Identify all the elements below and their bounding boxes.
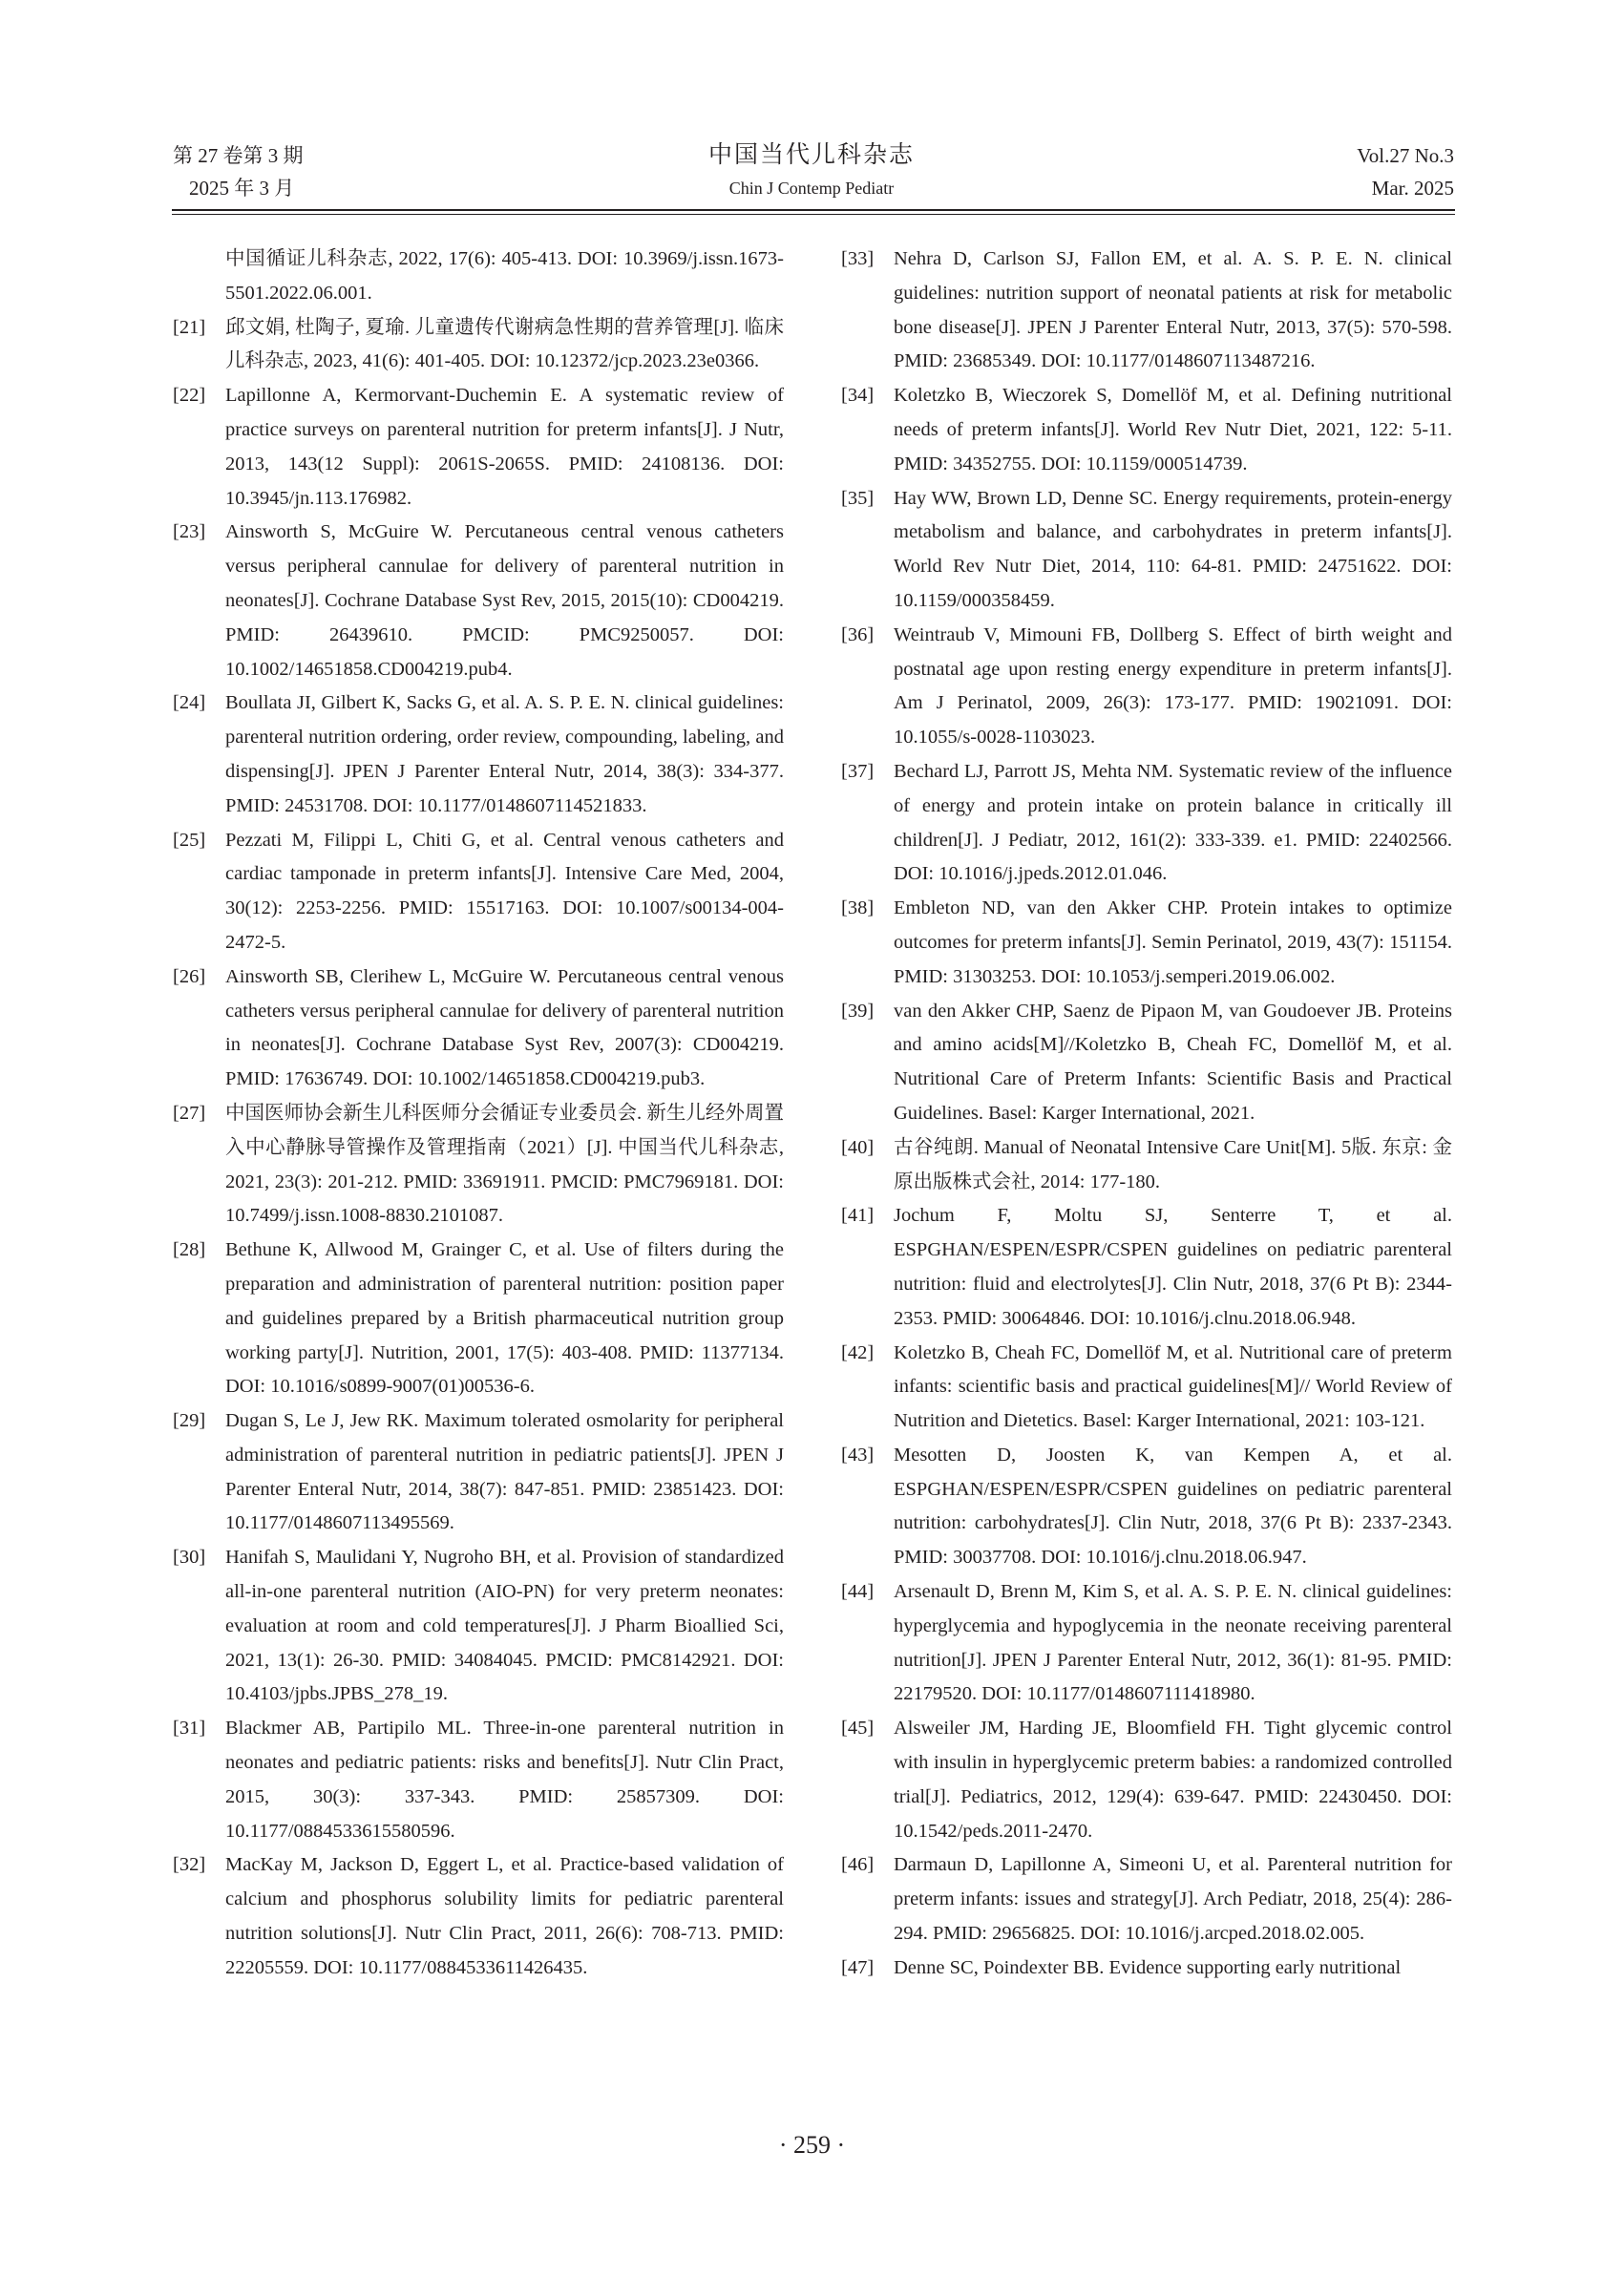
reference-number: [35] bbox=[841, 487, 875, 509]
reference-text: Koletzko B, Wieczorek S, Domellöf M, et al. Defining nutritional needs of preterm infants[J]. World Rev Nutr Diet, 2021, 122: 5-11. PMID: 34352755. DOI: 10.1159/000514739. bbox=[894, 385, 1452, 475]
reference-item bbox=[173, 1404, 784, 1541]
date-en: Mar. 2025 bbox=[1371, 177, 1454, 200]
running-header-center bbox=[621, 141, 1002, 208]
reference-text: Jochum F, Moltu SJ, Senterre T, et al. ESPGHAN/ESPEN/ESPR/CSPEN guidelines on pediatric parenteral nutrition: fluid and electrolytes[J]. Clin Nutr, 2018, 37(6 Pt B): 2344-2353. PMID: 30064846. DOI: 10.1016/j.clnu.2018.06.948. bbox=[894, 1205, 1452, 1329]
reference-number: [22] bbox=[173, 385, 206, 407]
reference-number: [37] bbox=[841, 760, 875, 782]
reference-text: Pezzati M, Filippi L, Chiti G, et al. Central venous catheters and cardiac tamponade in preterm infants[J]. Intensive Care Med, 2004, 30(12): 2253-2256. PMID: 15517163. DOI: 10.1007/s00134-004-2472-5. bbox=[225, 829, 784, 953]
volume-issue-en: Vol.27 No.3 bbox=[1357, 144, 1454, 167]
reference-item bbox=[173, 1712, 784, 1848]
reference-text: Weintraub V, Mimouni FB, Dollberg S. Effect of birth weight and postnatal age upon resting energy expenditure in preterm infants[J]. Am J Perinatol, 2009, 26(3): 173-177. PMID: 19021091. DOI: 10.1055/s-0028-1103023. bbox=[894, 623, 1452, 749]
reference-number: [26] bbox=[173, 965, 206, 987]
reference-item bbox=[173, 1541, 784, 1712]
reference-text: 邱文娟, 杜陶子, 夏瑜. 儿童遗传代谢病急性期的营养管理[J]. 临床儿科杂志, 2023, 41(6): 401-405. DOI: 10.12372/jcp.2023.23e0366. bbox=[225, 316, 784, 372]
reference-number: [34] bbox=[841, 385, 875, 407]
reference-number: [36] bbox=[841, 623, 875, 645]
reference-text: Denne SC, Poindexter BB. Evidence supporting early nutritional bbox=[894, 1956, 1402, 1978]
reference-text: Hay WW, Brown LD, Denne SC. Energy requirements, protein-energy metabolism and balance, and carbohydrates in preterm infants[J]. World Rev Nutr Diet, 2014, 110: 64-81. PMID: 24751622. DOI: 10.1159/000358459. bbox=[894, 487, 1452, 611]
journal-title-en: Chin J Contemp Pediatr bbox=[728, 179, 895, 198]
reference-number: [27] bbox=[173, 1102, 206, 1124]
reference-text: Dugan S, Le J, Jew RK. Maximum tolerated osmolarity for peripheral administration of parenteral nutrition in pediatric patients[J]. JPEN J Parenter Enteral Nutr, 2014, 38(7): 847-851. PMID: 23851423. DOI: 10.1177/0148607113495569. bbox=[225, 1410, 784, 1534]
header-rule-thin bbox=[172, 214, 1455, 215]
reference-text: Blackmer AB, Partipilo ML. Three-in-one parenteral nutrition in neonates and pediatric patients: risks and benefits[J]. Nutr Clin Pract, 2015, 30(3): 337-343. PMID: 25857309. DOI: 10.1177/0884533615580596. bbox=[225, 1718, 784, 1842]
reference-text: Ainsworth S, McGuire W. Percutaneous central venous catheters versus peripheral cannulae for delivery of parenteral nutrition in neonates[J]. Cochrane Database Syst Rev, 2015, 2015(10): CD004219. PMID: 26439610. PMCID: PMC9250057. DOI: 10.1002/14651858.CD004219.pub4. bbox=[225, 521, 784, 680]
volume-issue-cn: 第 27 卷第 3 期 bbox=[173, 144, 304, 167]
reference-item bbox=[841, 1848, 1452, 1951]
date-cn: 2025 年 3 月 bbox=[189, 177, 295, 200]
reference-text: 中国医师协会新生儿科医师分会循证专业委员会. 新生儿经外周置入中心静脉导管操作及管理指南（2021）[J]. 中国当代儿科杂志, 2021, 23(3): 201-212. PMID: 33691911. PMCID: PMC7969181. DOI: 10.7499/j.issn.1008-8830.2101087. bbox=[225, 1102, 784, 1227]
reference-item bbox=[841, 1337, 1452, 1439]
reference-text: Lapillonne A, Kermorvant-Duchemin E. A systematic review of practice surveys on parenteral nutrition for preterm infants[J]. J Nutr, 2013, 143(12 Suppl): 2061S-2065S. PMID: 24108136. DOI: 10.3945/jn.113.176982. bbox=[225, 385, 784, 509]
reference-text: Embleton ND, van den Akker CHP. Protein intakes to optimize outcomes for preterm infants[J]. Semin Perinatol, 2019, 43(7): 151154. PMID: 31303253. DOI: 10.1053/j.semperi.2019.06.002. bbox=[894, 897, 1452, 987]
reference-item bbox=[841, 1131, 1452, 1200]
reference-item bbox=[841, 619, 1452, 755]
reference-item bbox=[841, 1199, 1452, 1336]
reference-text: Bechard LJ, Parrott JS, Mehta NM. Systematic review of the influence of energy and protein intake on protein balance in critically ill children[J]. J Pediatr, 2012, 161(2): 333-339. e1. PMID: 22402566. DOI: 10.1016/j.jpeds.2012.01.046. bbox=[894, 760, 1452, 885]
reference-item bbox=[173, 960, 784, 1097]
reference-text: van den Akker CHP, Saenz de Pipaon M, van Goudoever JB. Proteins and amino acids[M]//Koletzko B, Cheah FC, Domellöf M, et al. Nutritional Care of Preterm Infants: Scientific Basis and Practical Guidelines. Basel: Karger International, 2021. bbox=[894, 1000, 1452, 1124]
reference-item bbox=[173, 824, 784, 960]
reference-number: [21] bbox=[173, 316, 206, 338]
reference-number: [44] bbox=[841, 1581, 875, 1603]
reference-item bbox=[841, 892, 1452, 994]
reference-number: [25] bbox=[173, 829, 206, 851]
reference-item bbox=[173, 379, 784, 516]
reference-text: Bethune K, Allwood M, Grainger C, et al. Use of filters during the preparation and administration of parenteral nutrition: position paper and guidelines prepared by a British pharmaceutical nutrition group working party[J]. Nutrition, 2001, 17(5): 403-408. PMID: 11377134. DOI: 10.1016/s0899-9007(01)00536-6. bbox=[225, 1239, 784, 1398]
reference-item bbox=[173, 1234, 784, 1404]
reference-item bbox=[841, 243, 1452, 379]
reference-number: [29] bbox=[173, 1410, 206, 1432]
reference-item bbox=[841, 995, 1452, 1131]
reference-text: Arsenault D, Brenn M, Kim S, et al. A. S. P. E. N. clinical guidelines: hyperglycemia and hypoglycemia in the neonate receiving parenteral nutrition[J]. JPEN J Parenter Enteral Nutr, 2012, 36(1): 81-95. PMID: 22179520. DOI: 10.1177/0148607111418980. bbox=[894, 1581, 1452, 1705]
reference-number: [30] bbox=[173, 1547, 206, 1569]
reference-text: Nehra D, Carlson SJ, Fallon EM, et al. A. S. P. E. N. clinical guidelines: nutrition support of neonatal patients at risk for metabolic bone disease[J]. JPEN J Parenter Enteral Nutr, 2013, 37(5): 570-598. PMID: 23685349. DOI: 10.1177/0148607113487216. bbox=[894, 248, 1452, 372]
reference-number: [41] bbox=[841, 1205, 875, 1227]
reference-item bbox=[173, 1848, 784, 1985]
reference-number: [39] bbox=[841, 1000, 875, 1022]
reference-number: [43] bbox=[841, 1444, 875, 1466]
reference-item bbox=[841, 1439, 1452, 1575]
reference-text: 古谷纯朗. Manual of Neonatal Intensive Care Unit[M]. 5版. 东京: 金原出版株式会社, 2014: 177-180. bbox=[894, 1136, 1452, 1192]
reference-number: [45] bbox=[841, 1718, 875, 1740]
reference-number: [24] bbox=[173, 692, 206, 714]
reference-item bbox=[841, 755, 1452, 892]
reference-text: Mesotten D, Joosten K, van Kempen A, et al. ESPGHAN/ESPEN/ESPR/CSPEN guidelines on pediatric parenteral nutrition: carbohydrates[J]. Clin Nutr, 2018, 37(6 Pt B): 2337-2343. PMID: 30037708. DOI: 10.1016/j.clnu.2018.06.947. bbox=[894, 1444, 1452, 1569]
reference-number: [31] bbox=[173, 1718, 206, 1740]
reference-number: [33] bbox=[841, 248, 875, 269]
reference-item bbox=[173, 1097, 784, 1234]
reference-column-right bbox=[841, 243, 1452, 1986]
reference-item bbox=[841, 1712, 1452, 1848]
reference-item bbox=[173, 686, 784, 823]
header-rule-thick bbox=[172, 209, 1455, 211]
reference-item bbox=[841, 1951, 1452, 1986]
reference-number: [40] bbox=[841, 1136, 875, 1158]
reference-number: [42] bbox=[841, 1341, 875, 1363]
reference-item bbox=[173, 516, 784, 686]
page-number: · 259 · bbox=[778, 2131, 846, 2159]
reference-text: MacKay M, Jackson D, Eggert L, et al. Practice-based validation of calcium and phosphorus solubility limits for pediatric parenteral nutrition solutions[J]. Nutr Clin Pract, 2011, 26(6): 708-713. PMID: 22205559. DOI: 10.1177/0884533611426435. bbox=[225, 1854, 784, 1978]
journal-title-cn: 中国当代儿科杂志 bbox=[707, 142, 915, 168]
reference-number: [38] bbox=[841, 897, 875, 919]
reference-text: Hanifah S, Maulidani Y, Nugroho BH, et al. Provision of standardized all-in-one parenteral nutrition (AIO-PN) for very preterm neonates: evaluation at room and cold temperatures[J]. J Pharm Bioallied Sci, 2021, 13(1): 26-30. PMID: 34084045. PMCID: PMC8142921. DOI: 10.4103/jpbs.JPBS_278_19. bbox=[225, 1547, 784, 1705]
reference-item bbox=[841, 379, 1452, 481]
reference-column-left bbox=[173, 243, 784, 1986]
reference-text: Koletzko B, Cheah FC, Domellöf M, et al. Nutritional care of preterm infants: scientific basis and practical guidelines[M]// World Review of Nutrition and Dietetics. Basel: Karger International, 2021: 103-121. bbox=[894, 1341, 1452, 1432]
reference-text: Alsweiler JM, Harding JE, Bloomfield FH. Tight glycemic control with insulin in hyperglycemic preterm babies: a randomized controlled trial[J]. Pediatrics, 2012, 129(4): 639-647. PMID: 22430450. DOI: 10.1542/peds.2011-2470. bbox=[894, 1718, 1452, 1842]
reference-text: Boullata JI, Gilbert K, Sacks G, et al. A. S. P. E. N. clinical guidelines: parenteral nutrition ordering, order review, compounding, labeling, and dispensing[J]. JPEN J Parenter Enteral Nutr, 2014, 38(3): 334-377. PMID: 24531708. DOI: 10.1177/0148607114521833. bbox=[225, 692, 784, 816]
reference-text: 中国循证儿科杂志, 2022, 17(6): 405-413. DOI: 10.3969/j.issn.1673-5501.2022.06.001. bbox=[225, 248, 784, 304]
reference-item bbox=[841, 1575, 1452, 1712]
reference-number: [28] bbox=[173, 1239, 206, 1261]
reference-number: [47] bbox=[841, 1956, 875, 1978]
reference-text: Ainsworth SB, Clerihew L, McGuire W. Percutaneous central venous catheters versus peripheral cannulae for delivery of parenteral nutrition in neonates[J]. Cochrane Database Syst Rev, 2007(3): CD004219. PMID: 17636749. DOI: 10.1002/14651858.CD004219.pub3. bbox=[225, 965, 784, 1090]
reference-item bbox=[173, 311, 784, 380]
reference-text: Darmaun D, Lapillonne A, Simeoni U, et al. Parenteral nutrition for preterm infants: issues and strategy[J]. Arch Pediatr, 2018, 25(4): 286-294. PMID: 29656825. DOI: 10.1016/j.arcped.2018.02.005. bbox=[894, 1854, 1452, 1945]
running-header-left bbox=[173, 141, 459, 208]
reference-item bbox=[173, 243, 784, 311]
reference-item bbox=[841, 482, 1452, 619]
reference-number: [46] bbox=[841, 1854, 875, 1876]
reference-number: [23] bbox=[173, 521, 206, 543]
reference-number: [32] bbox=[173, 1854, 206, 1876]
running-header-right bbox=[1146, 141, 1454, 208]
